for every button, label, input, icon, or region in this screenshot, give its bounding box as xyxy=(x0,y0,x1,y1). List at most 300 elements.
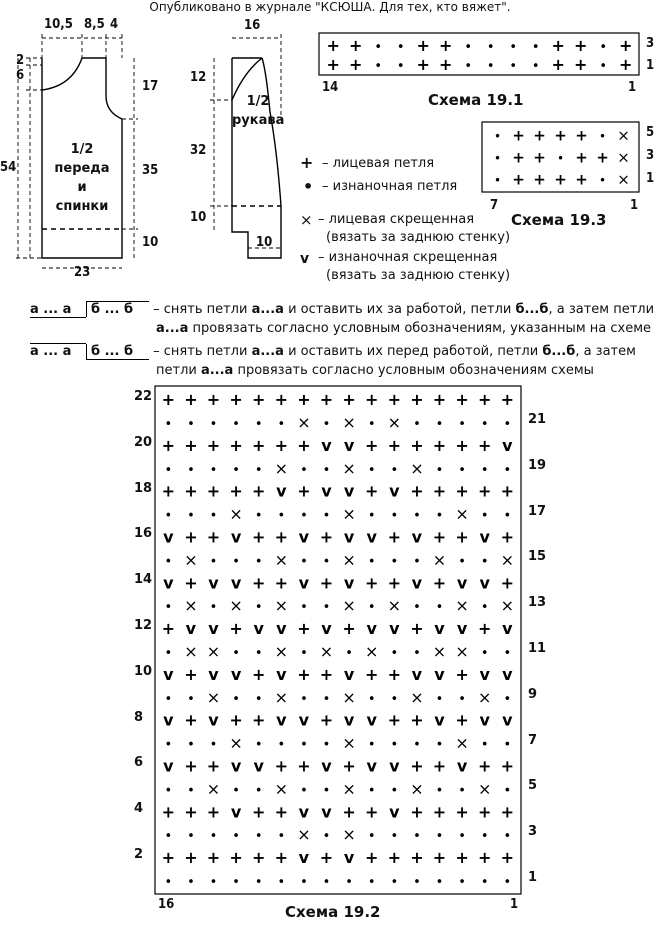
cross-purl-stitch: v xyxy=(343,481,355,501)
purl-symbol-icon: • xyxy=(303,177,314,196)
cross-purl-stitch: v xyxy=(479,664,490,684)
purl-stitch: • xyxy=(367,829,376,845)
cross-knit-stitch: × xyxy=(274,687,289,707)
knit-stitch: + xyxy=(500,573,515,593)
cross-knit-stitch: × xyxy=(410,779,424,799)
purl-stitch: • xyxy=(435,462,444,478)
purl-stitch: • xyxy=(480,462,489,478)
cross-purl-stitch: v xyxy=(456,756,468,776)
purl-stitch: • xyxy=(367,462,376,478)
knit-stitch: + xyxy=(229,390,243,410)
knit-stitch: + xyxy=(319,848,334,868)
cross-knit-stitch: × xyxy=(455,733,469,753)
cross-purl-stitch: v xyxy=(411,527,423,547)
purl-stitch: • xyxy=(396,40,405,56)
purl-stitch: • xyxy=(187,783,195,799)
knit-stitch: + xyxy=(342,619,356,639)
knit-stitch: + xyxy=(500,848,515,868)
knit-stitch: + xyxy=(432,527,447,547)
cross-knit-stitch: × xyxy=(387,596,402,616)
cross-purl-stitch: v xyxy=(366,527,377,547)
purl-stitch: • xyxy=(300,508,308,524)
knit-stitch: + xyxy=(251,710,266,730)
cross-purl-stitch: v xyxy=(208,710,219,730)
purl-stitch: • xyxy=(396,59,405,75)
purl-stitch: • xyxy=(458,416,466,432)
purl-stitch: • xyxy=(209,462,218,478)
cross-knit-stitch: × xyxy=(229,504,243,524)
cross-knit-stitch: × xyxy=(274,596,289,616)
knit-stitch: + xyxy=(184,664,198,684)
purl-stitch: • xyxy=(164,645,173,661)
purl-stitch: • xyxy=(413,645,421,661)
cross-purl-stitch: v xyxy=(434,664,445,684)
knit-stitch: + xyxy=(500,527,515,547)
cross-knit-stitch: × xyxy=(206,641,221,661)
legend-purl-text: – изнаночная петля xyxy=(322,179,458,194)
purl-stitch: • xyxy=(367,600,376,616)
knit-stitch: + xyxy=(551,55,565,75)
cross-purl-stitch: v xyxy=(343,664,355,684)
knit-stitch: + xyxy=(432,390,447,410)
scheme-19-2-row-label: 9 xyxy=(528,686,538,702)
knit-stitch: + xyxy=(477,756,492,776)
purl-stitch: • xyxy=(413,737,421,753)
knit-stitch: + xyxy=(274,802,289,822)
purl-stitch: • xyxy=(345,645,353,661)
cross-purl-stitch: v xyxy=(208,619,219,639)
purl-stitch: • xyxy=(503,508,512,524)
cross-purl-stitch: v xyxy=(230,802,242,822)
cross-knit-stitch: × xyxy=(432,550,447,570)
purl-stitch: • xyxy=(300,691,308,707)
cable-box-a: а ... а xyxy=(30,302,86,318)
scheme-19-3-title: Схема 19.3 xyxy=(511,211,607,229)
purl-stitch: • xyxy=(367,416,376,432)
knit-stitch: + xyxy=(477,848,492,868)
cross-purl-stitch: v xyxy=(502,664,513,684)
purl-stitch: • xyxy=(300,874,308,890)
purl-stitch: • xyxy=(164,416,173,432)
cross-knit-stitch: × xyxy=(206,779,221,799)
purl-stitch: • xyxy=(435,416,444,432)
cross-knit-stitch: × xyxy=(500,596,515,616)
knit-stitch: + xyxy=(364,481,379,501)
cross-purl-stitch: v xyxy=(321,481,332,501)
purl-stitch: • xyxy=(300,645,308,661)
cross-knit-stitch: × xyxy=(477,779,492,799)
purl-stitch: • xyxy=(435,783,444,799)
knit-stitch: + xyxy=(326,36,340,56)
purl-stitch: • xyxy=(435,874,444,890)
knit-stitch: + xyxy=(251,848,266,868)
sleeve-label-line: 1/2 xyxy=(246,94,270,109)
knit-stitch: + xyxy=(349,55,363,75)
purl-stitch: • xyxy=(254,783,263,799)
cable-text: провязать согласно условным обозначениям, указанным на схеме xyxy=(188,321,652,336)
cross-purl-stitch: v xyxy=(185,619,197,639)
purl-stitch: • xyxy=(277,416,286,432)
cross-purl-stitch: v xyxy=(230,527,242,547)
cross-purl-stitch: v xyxy=(343,573,355,593)
sleeve-label-line: рукава xyxy=(232,113,285,128)
scheme-19-2-row-label: 13 xyxy=(528,595,547,611)
purl-stitch: • xyxy=(232,691,240,707)
purl-stitch: • xyxy=(480,600,489,616)
knit-stitch: + xyxy=(410,756,424,776)
knit-stitch: + xyxy=(297,756,311,776)
knit-stitch: + xyxy=(500,390,515,410)
purl-stitch: • xyxy=(435,508,444,524)
knit-stitch: + xyxy=(432,573,447,593)
cross-knit-stitch: × xyxy=(364,641,379,661)
purl-stitch: • xyxy=(254,874,263,890)
purl-stitch: • xyxy=(509,59,518,75)
cross-knit-stitch: × xyxy=(455,504,469,524)
knit-stitch: + xyxy=(184,802,198,822)
knit-stitch: + xyxy=(410,619,424,639)
scheme-19-2-row-label: 3 xyxy=(528,824,538,840)
purl-stitch: • xyxy=(598,173,607,188)
scheme-19-1-row-label: 3 xyxy=(646,36,655,51)
knit-stitch: + xyxy=(533,148,546,167)
knit-stitch: + xyxy=(432,756,447,776)
purl-stitch: • xyxy=(413,416,421,432)
scheme-19-2-row-label: 12 xyxy=(134,618,153,633)
cross-knit-stitch: × xyxy=(342,779,356,799)
purl-stitch: • xyxy=(390,645,399,661)
knit-stitch: + xyxy=(184,710,198,730)
scheme-19-1-row-label: 1 xyxy=(646,58,655,73)
scheme-19-2-row-label: 11 xyxy=(528,641,547,656)
knit-stitch: + xyxy=(229,710,243,730)
cross-knit-stitch: × xyxy=(410,458,424,478)
scheme-19-1-col-left: 14 xyxy=(322,80,339,95)
purl-stitch: • xyxy=(486,40,495,56)
knit-stitch: + xyxy=(297,619,311,639)
scheme-19-2-col-right: 1 xyxy=(510,897,519,912)
body-dim-left-1: 2 xyxy=(16,53,25,68)
knit-stitch: + xyxy=(387,435,402,455)
knit-stitch: + xyxy=(554,126,567,145)
purl-stitch: • xyxy=(164,829,173,845)
knit-stitch: + xyxy=(439,55,453,75)
scheme-19-2-col-left: 16 xyxy=(158,897,175,912)
purl-stitch: • xyxy=(322,600,331,616)
scheme-19-2-row-label: 8 xyxy=(134,709,144,725)
sleeve-dim-left-3: 10 xyxy=(190,210,207,225)
knit-stitch: + xyxy=(410,481,424,501)
purl-stitch: • xyxy=(254,554,263,570)
knit-stitch: + xyxy=(297,481,311,501)
scheme-19-2-row-label: 15 xyxy=(528,549,547,565)
purl-stitch: • xyxy=(209,737,218,753)
knit-stitch: + xyxy=(500,481,515,501)
knit-stitch: + xyxy=(387,664,402,684)
knit-stitch: + xyxy=(161,802,176,822)
knit-stitch: + xyxy=(161,619,176,639)
purl-stitch: • xyxy=(374,59,383,75)
cross-purl-stitch: v xyxy=(163,527,174,547)
purl-stitch: • xyxy=(599,59,608,75)
knit-stitch: + xyxy=(432,848,447,868)
knit-stitch: + xyxy=(251,390,266,410)
knit-stitch: + xyxy=(297,435,311,455)
knit-stitch: + xyxy=(319,390,334,410)
scheme-19-2-row-label: 6 xyxy=(134,755,144,771)
knit-stitch: + xyxy=(326,55,340,75)
purl-stitch: • xyxy=(300,600,308,616)
knit-stitch: + xyxy=(364,573,379,593)
purl-stitch: • xyxy=(390,691,399,707)
knit-stitch: + xyxy=(229,435,243,455)
purl-stitch: • xyxy=(322,829,331,845)
purl-stitch: • xyxy=(254,600,263,616)
cable-text: а...а xyxy=(200,363,234,378)
knit-stitch: + xyxy=(387,390,402,410)
scheme-19-1-title: Схема 19.1 xyxy=(428,91,524,109)
knit-stitch: + xyxy=(229,481,243,501)
cross-purl-stitch: v xyxy=(321,756,332,776)
purl-stitch: • xyxy=(300,737,308,753)
knit-stitch: + xyxy=(184,390,198,410)
purl-stitch: • xyxy=(480,508,489,524)
purl-stitch: • xyxy=(164,874,173,890)
purl-stitch: • xyxy=(254,691,263,707)
cross-purl-stitch: v xyxy=(366,619,377,639)
knit-stitch: + xyxy=(455,664,469,684)
purl-stitch: • xyxy=(232,462,240,478)
cross-knit-stitch: × xyxy=(184,641,198,661)
knit-stitch: + xyxy=(251,802,266,822)
cross-purl-stitch: v xyxy=(298,573,310,593)
knit-stitch: + xyxy=(551,36,565,56)
purl-stitch: • xyxy=(503,829,512,845)
body-dim-top-3: 4 xyxy=(110,17,119,32)
knit-stitch: + xyxy=(364,848,379,868)
knit-stitch: + xyxy=(512,126,525,145)
knit-stitch: + xyxy=(184,435,198,455)
purl-stitch: • xyxy=(209,829,218,845)
purl-stitch: • xyxy=(390,829,399,845)
knit-stitch: + xyxy=(364,802,379,822)
cross-purl-stitch: v xyxy=(276,710,287,730)
purl-stitch: • xyxy=(480,554,489,570)
purl-stitch: • xyxy=(164,737,173,753)
knit-stitch: + xyxy=(455,527,469,547)
purl-stitch: • xyxy=(322,691,331,707)
knit-stitch: + xyxy=(575,126,588,145)
knit-stitch: + xyxy=(477,802,492,822)
purl-stitch: • xyxy=(531,40,540,56)
purl-stitch: • xyxy=(599,40,608,56)
purl-stitch: • xyxy=(367,691,376,707)
knit-stitch: + xyxy=(455,848,469,868)
scheme-19-2-row-label: 1 xyxy=(528,870,538,885)
sleeve-dim-top: 16 xyxy=(244,18,261,33)
purl-stitch: • xyxy=(187,874,195,890)
purl-stitch: • xyxy=(232,554,240,570)
sleeve-dim-left-1: 12 xyxy=(190,70,207,85)
purl-stitch: • xyxy=(509,40,518,56)
knit-stitch: + xyxy=(410,710,424,730)
purl-stitch: • xyxy=(458,691,466,707)
knit-stitch: + xyxy=(184,481,198,501)
cross-purl-stitch: v xyxy=(298,848,310,868)
knit-stitch: + xyxy=(274,527,289,547)
purl-stitch: • xyxy=(458,462,466,478)
purl-stitch: • xyxy=(493,173,502,188)
purl-stitch: • xyxy=(503,462,512,478)
cable-text: и оставить их за работой, петли xyxy=(283,302,516,317)
cross-purl-stitch: v xyxy=(389,481,400,501)
sleeve-dim-bottom: 10 xyxy=(256,235,273,250)
knit-stitch: + xyxy=(477,619,492,639)
purl-stitch: • xyxy=(164,554,173,570)
knit-stitch: + xyxy=(184,848,198,868)
knit-stitch: + xyxy=(512,170,525,189)
knit-stitch: + xyxy=(274,390,289,410)
purl-stitch: • xyxy=(367,783,376,799)
purl-stitch: • xyxy=(187,508,195,524)
cross-purl-stitch: v xyxy=(502,710,513,730)
purl-stitch: • xyxy=(367,737,376,753)
knit-stitch: + xyxy=(274,435,289,455)
knit-stitch: + xyxy=(184,756,198,776)
purl-stitch: • xyxy=(322,737,331,753)
purl-stitch: • xyxy=(322,554,331,570)
purl-stitch: • xyxy=(164,462,173,478)
cross-knit-stitch: × xyxy=(410,687,424,707)
cross-knit-stitch: × xyxy=(342,458,356,478)
knit-stitch: + xyxy=(364,435,379,455)
purl-stitch: • xyxy=(413,554,421,570)
cross-purl-stitch: v xyxy=(434,710,445,730)
cross-purl-stitch: v xyxy=(276,619,287,639)
purl-stitch: • xyxy=(322,462,331,478)
cable-text: – снять петли xyxy=(153,302,252,317)
cross-purl-stitch: v xyxy=(321,435,332,455)
knit-stitch: + xyxy=(410,802,424,822)
body-label-line: переда xyxy=(54,161,110,176)
knit-stitch: + xyxy=(455,481,469,501)
knit-stitch: + xyxy=(206,435,221,455)
purl-stitch: • xyxy=(277,508,286,524)
purl-stitch: • xyxy=(277,737,286,753)
purl-stitch: • xyxy=(503,691,512,707)
cable-text: а...а xyxy=(251,344,284,359)
cross-knit-stitch: × xyxy=(617,148,630,167)
knit-stitch: + xyxy=(533,126,546,145)
scheme-19-1-col-right: 1 xyxy=(628,80,637,95)
cross-purl-stitch: v xyxy=(298,710,310,730)
purl-stitch: • xyxy=(254,829,263,845)
knit-stitch: + xyxy=(387,573,402,593)
cable-text: б...б xyxy=(542,344,576,359)
purl-stitch: • xyxy=(493,129,502,144)
knit-stitch: + xyxy=(575,148,588,167)
purl-stitch: • xyxy=(300,783,308,799)
purl-stitch: • xyxy=(187,691,195,707)
scheme-19-2-row-label: 4 xyxy=(134,801,144,817)
knit-stitch: + xyxy=(251,527,266,547)
knit-stitch: + xyxy=(349,36,363,56)
knit-stitch: + xyxy=(574,36,588,56)
cross-purl-stitch: v xyxy=(434,619,445,639)
cross-purl-stitch: v xyxy=(456,573,468,593)
scheme-19-2-title: Схема 19.2 xyxy=(285,903,381,921)
cross-purl-stitch: v xyxy=(389,802,400,822)
purl-stitch: • xyxy=(503,783,512,799)
knit-stitch: + xyxy=(184,573,198,593)
purl-stitch: • xyxy=(435,691,444,707)
purl-stitch: • xyxy=(209,554,218,570)
knit-stitch: + xyxy=(455,802,469,822)
cross-purl-stitch: v xyxy=(343,527,355,547)
purl-stitch: • xyxy=(164,783,173,799)
purl-stitch: • xyxy=(187,462,195,478)
purl-stitch: • xyxy=(413,829,421,845)
cross-purl-stitch: v xyxy=(276,481,287,501)
purl-stitch: • xyxy=(300,554,308,570)
knit-stitch: + xyxy=(477,390,492,410)
cross-purl-stitch: v xyxy=(163,573,174,593)
scheme-19-2-row-label: 14 xyxy=(134,572,153,588)
purl-stitch: • xyxy=(322,874,331,890)
purl-stitch: • xyxy=(458,554,466,570)
legend-purl-tbl-text: – изнаночная скрещенная xyxy=(318,250,498,265)
body-dim-left-2: 6 xyxy=(16,68,25,83)
purl-stitch: • xyxy=(493,151,502,166)
cable-text: провязать согласно условным обозначениям схемы xyxy=(233,363,594,378)
knit-stitch: + xyxy=(455,390,469,410)
knit-stitch: + xyxy=(229,619,243,639)
cable-box-b: б ... б xyxy=(86,301,149,317)
cross-purl-stitch: v xyxy=(502,619,513,639)
cross-purl-stitch: v xyxy=(298,527,310,547)
purl-stitch: • xyxy=(598,129,607,144)
cross-knit-stitch: × xyxy=(342,550,356,570)
knit-stitch: + xyxy=(574,55,588,75)
cross-knit-stitch: × xyxy=(617,170,630,189)
purl-stitch: • xyxy=(277,829,286,845)
knit-stitch: + xyxy=(161,390,176,410)
purl-stitch: • xyxy=(435,737,444,753)
knit-stitch: + xyxy=(477,481,492,501)
knit-stitch: + xyxy=(500,802,515,822)
purl-stitch: • xyxy=(187,829,195,845)
purl-stitch: • xyxy=(367,508,376,524)
purl-stitch: • xyxy=(503,416,512,432)
cross-purl-stitch: v xyxy=(343,848,355,868)
purl-stitch: • xyxy=(435,600,444,616)
cable-text: а...а xyxy=(156,321,189,336)
purl-stitch: • xyxy=(435,829,444,845)
purl-stitch: • xyxy=(322,416,331,432)
purl-stitch: • xyxy=(556,151,565,166)
knit-stitch: + xyxy=(533,170,546,189)
knit-stitch: + xyxy=(439,36,453,56)
knit-stitch: + xyxy=(206,527,221,547)
purl-stitch: • xyxy=(209,508,218,524)
cross-purl-stitch: v xyxy=(230,573,242,593)
purl-stitch: • xyxy=(413,600,421,616)
purl-stitch: • xyxy=(232,829,240,845)
scheme-19-3-col-left: 7 xyxy=(490,198,499,213)
purl-stitch: • xyxy=(413,874,421,890)
purl-stitch: • xyxy=(390,508,399,524)
knit-stitch: + xyxy=(161,435,176,455)
